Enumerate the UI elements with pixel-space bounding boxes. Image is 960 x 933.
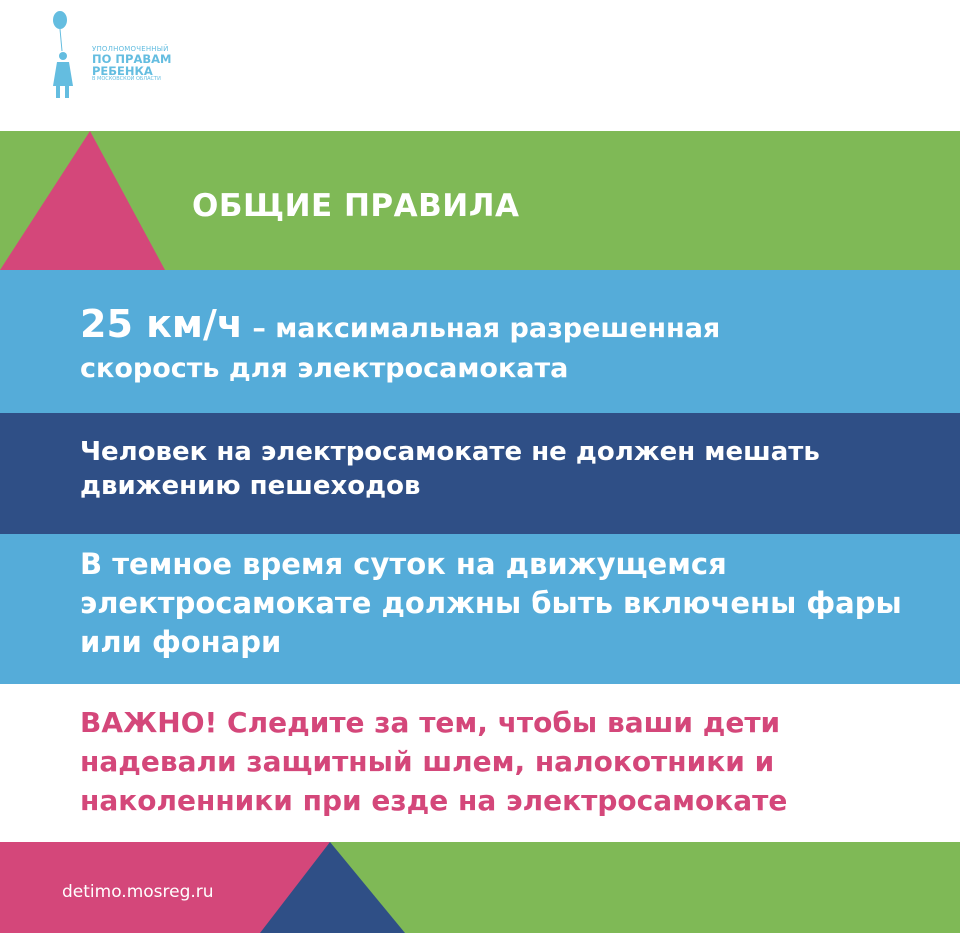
logo-line3: РЕБЕНКА	[92, 64, 153, 79]
girl-with-balloon-icon	[40, 6, 90, 106]
speed-value: 25 км/ч	[80, 302, 243, 346]
speed-rule-rest: – максимальная разрешенная	[242, 313, 721, 344]
footer-url-link[interactable]: detimo.mosreg.ru	[62, 882, 214, 902]
pedestrians-rule: Человек на электросамокате не должен мешать движению пешеходов	[80, 437, 820, 501]
logo-line2: ПО ПРАВАМ	[92, 52, 172, 67]
speed-rule-line1	[80, 302, 720, 346]
speed-rule-line2: скорость для электросамоката	[80, 353, 569, 384]
logo-text	[92, 46, 171, 83]
section-title: ОБЩИЕ ПРАВИЛА	[192, 188, 520, 224]
important-note: ВАЖНО! Следите за тем, чтобы ваши дети надевали защитный шлем, налокотники и наколенники при езде на электросамокате	[80, 706, 788, 817]
logo-line1: УПОЛНОМОЧЕННЫЙ	[92, 45, 169, 53]
logo	[40, 6, 200, 106]
logo-line4: В МОСКОВСКОЙ ОБЛАСТИ	[92, 76, 161, 83]
lights-rule: В темное время суток на движущемся электросамокате должны быть включены фары или фонари	[80, 547, 902, 659]
pink-triangle-decoration	[0, 131, 170, 270]
